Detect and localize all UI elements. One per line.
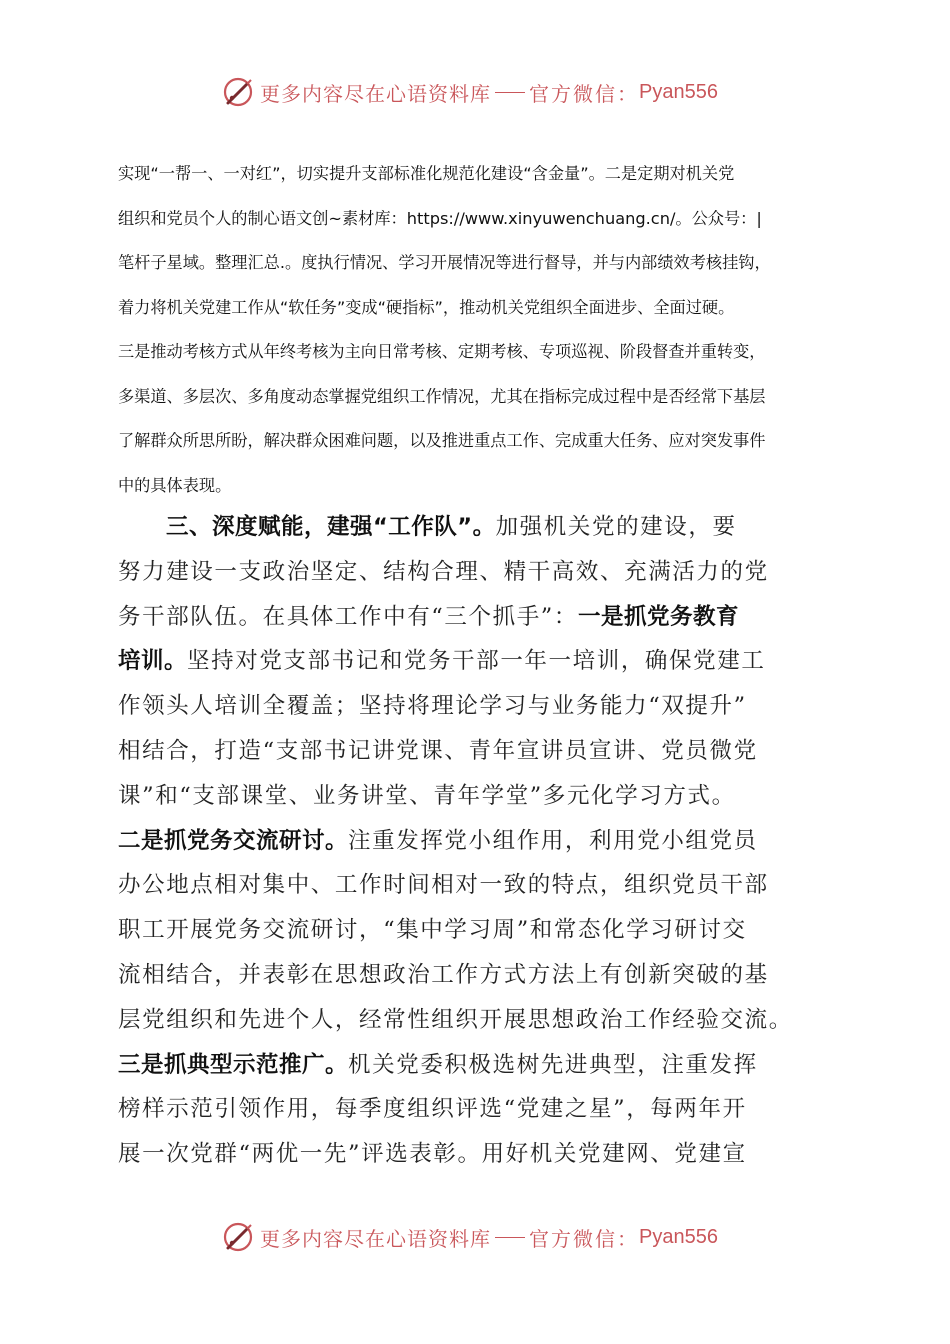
pen-logo-icon bbox=[220, 1219, 256, 1255]
text-line: 努力建设一支政治坚定、结构合理、精干高效、充满活力的党 bbox=[118, 558, 769, 585]
footer-banner bbox=[220, 1217, 740, 1257]
text-line: 着力将机关党建工作从“软任务”变成“硬指标”，推动机关党组织全面进步、全面过硬。 bbox=[118, 297, 735, 317]
bold-run: 一是抓党务教育 bbox=[578, 603, 740, 630]
banner-dash bbox=[495, 92, 525, 93]
section-heading: 三、深度赋能，建强“工作队”。 bbox=[166, 514, 496, 540]
header-banner bbox=[220, 72, 740, 112]
bold-run: 三是抓典型示范推广。 bbox=[118, 1051, 349, 1078]
text-run: 坚持对党支部书记和党务干部一年一培训，确保党建工 bbox=[187, 648, 766, 675]
text-line: 了解群众所思所盼，解决群众困难问题，以及推进重点工作、完成重大任务、应对突发事件 bbox=[118, 431, 766, 450]
text-run: 注重发挥党小组作用，利用党小组党员 bbox=[348, 827, 758, 854]
pen-logo-icon bbox=[220, 74, 256, 110]
text-line bbox=[118, 639, 830, 684]
text-line: 办公地点相对集中、工作时间相对一致的特点，组织党员干部 bbox=[118, 872, 769, 899]
text-line: 中的具体表现。 bbox=[118, 475, 232, 495]
text-line: 三是推动考核方式从年终考核为主向日常考核、定期考核、专项巡视、阶段督查并重转变， bbox=[118, 342, 766, 361]
banner-wechat-id: Pyan556 bbox=[639, 80, 718, 103]
banner-brand-text: 更多内容尽在心语资料库 bbox=[260, 1226, 491, 1251]
text-line: 层党组织和先进个人，经常性组织开展思想政治工作经验交流。 bbox=[118, 1006, 793, 1033]
text-line bbox=[118, 595, 830, 640]
text-line: 相结合，打造“支部书记讲党课、青年宣讲员宣讲、党员微党 bbox=[118, 737, 758, 764]
bold-run: 培训。 bbox=[118, 648, 188, 675]
text-line: 流相结合，并表彰在思想政治工作方式方法上有创新突破的基 bbox=[118, 961, 769, 988]
banner-brand-text: 更多内容尽在心语资料库 bbox=[260, 81, 491, 106]
bold-run: 二是抓党务交流研讨。 bbox=[118, 827, 349, 854]
banner-wechat-label: 官方微信： bbox=[529, 81, 639, 106]
text-line: 实现“一帮一、一对红”，切实提升支部标准化规范化建设“含金量”。二是定期对机关党 bbox=[118, 164, 735, 183]
banner-wechat-id: Pyan556 bbox=[639, 1225, 718, 1248]
text-line: 多渠道、多层次、多角度动态掌握党组织工作情况，尤其在指标完成过程中是否经常下基层 bbox=[118, 386, 766, 406]
text-line: 组织和党员个人的制心语文创~素材库：https://www.xinyuwenchuang.cn/。公众号：| bbox=[118, 208, 762, 228]
text-line: 展一次党群“两优一先”评选表彰。用好机关党建网、党建宣 bbox=[118, 1141, 747, 1168]
text-run: 机关党委积极选树先进典型，注重发挥 bbox=[348, 1051, 758, 1078]
text-line bbox=[118, 1043, 830, 1088]
text-line: 作领头人培训全覆盖；坚持将理论学习与业务能力“双提升” bbox=[118, 693, 747, 720]
intro-paragraph bbox=[118, 152, 828, 508]
text-line bbox=[118, 505, 830, 550]
text-line: 榜样示范引领作用，每季度组织评选“党建之星”，每两年开 bbox=[118, 1096, 747, 1123]
text-run: 加强机关党的建设，要 bbox=[495, 514, 737, 540]
banner-dash bbox=[495, 1237, 525, 1238]
text-line: 职工开展党务交流研讨，“集中学习周”和常态化学习研讨交 bbox=[118, 917, 747, 944]
text-line: 课”和“支部课堂、业务讲堂、青年学堂”多元化学习方式。 bbox=[118, 782, 736, 809]
section-three-paragraph bbox=[118, 505, 830, 1177]
banner-wechat-label: 官方微信： bbox=[529, 1226, 639, 1251]
text-line: 笔杆子星域。整理汇总.。度执行情况、学习开展情况等进行督导，并与内部绩效考核挂钩， bbox=[118, 253, 771, 272]
text-run: 务干部队伍。在具体工作中有“三个抓手”： bbox=[118, 603, 579, 630]
text-line bbox=[118, 819, 830, 864]
